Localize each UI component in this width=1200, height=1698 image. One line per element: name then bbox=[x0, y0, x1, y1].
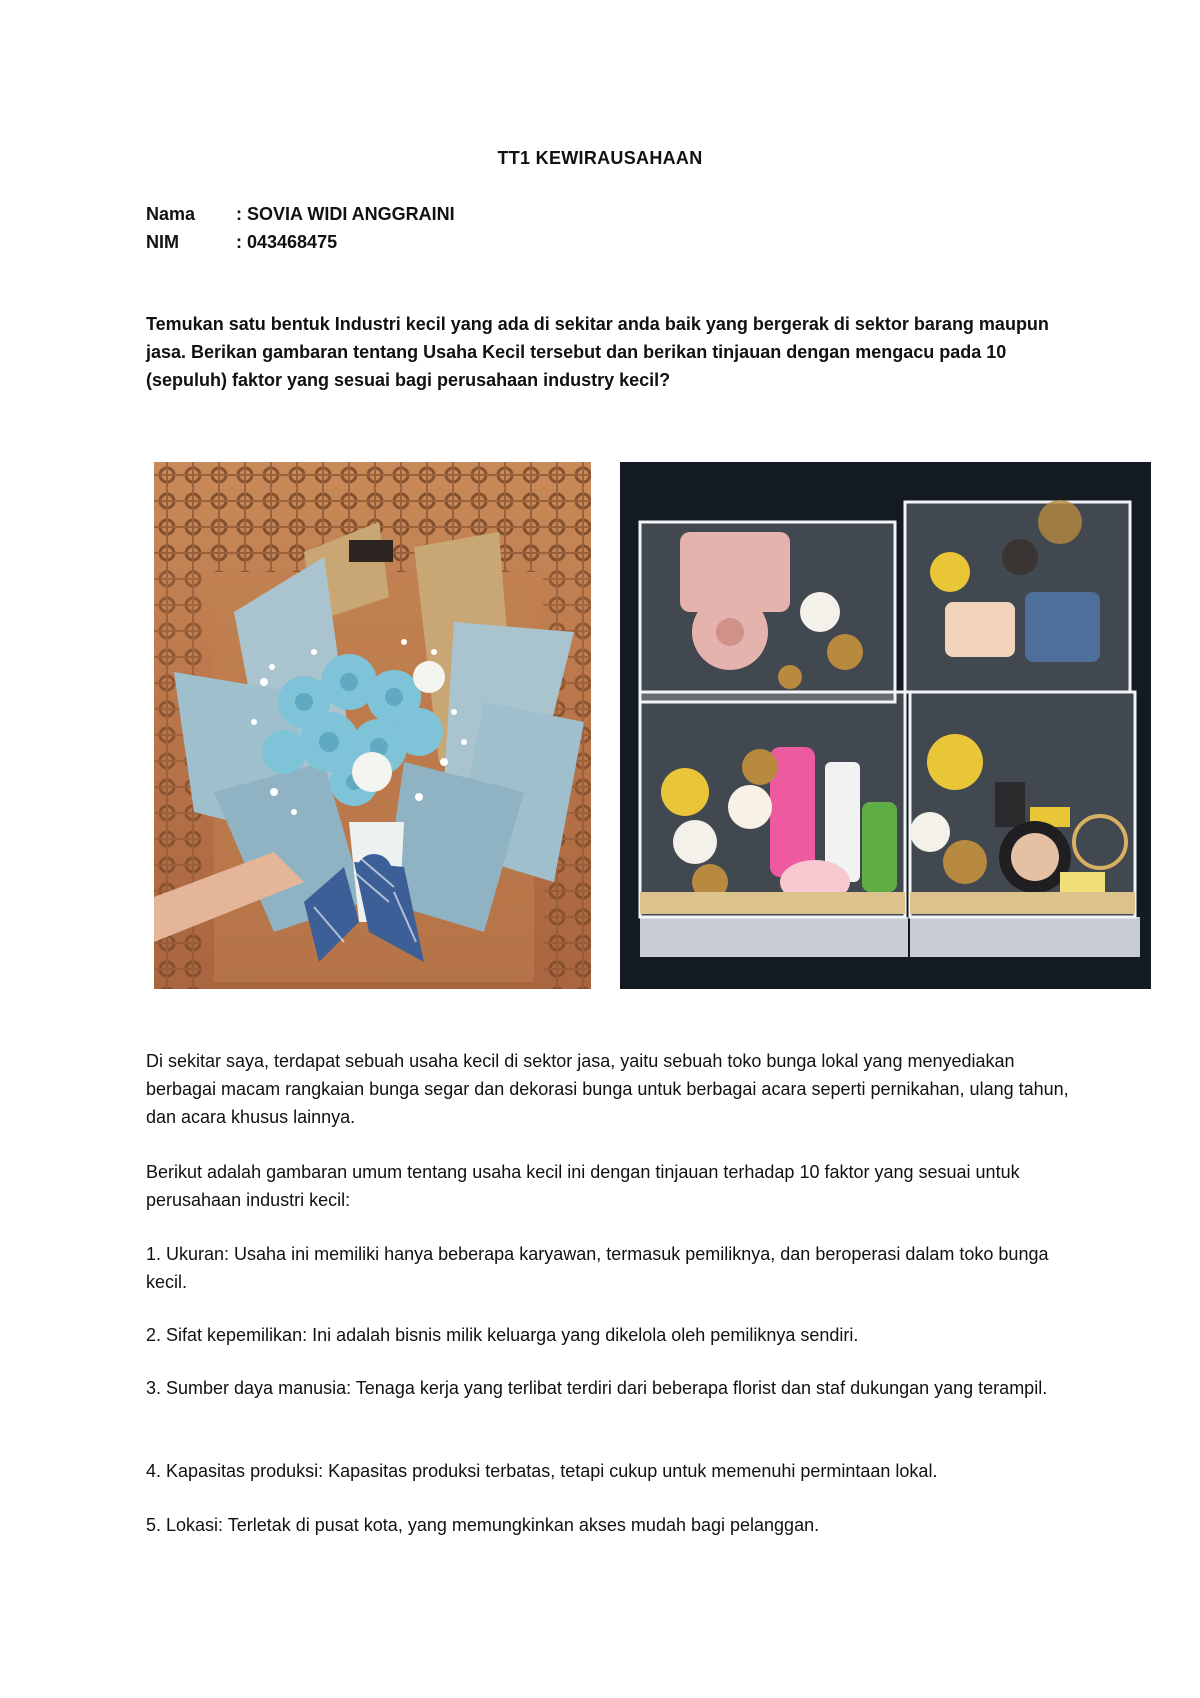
list-item-5: 5. Lokasi: Terletak di pusat kota, yang memungkinkan akses mudah bagi pelanggan. bbox=[146, 1515, 820, 1535]
name-label: Nama bbox=[146, 204, 196, 224]
nim-label: NIM bbox=[146, 232, 179, 252]
hampers-illustration bbox=[620, 462, 1151, 989]
paragraph-overview-intro: Berikut adalah gambaran umum tentang usaha kecil ini dengan tinjauan terhadap 10 faktor yang sesuai untuk perusahaan industri kecil: bbox=[146, 1162, 1020, 1210]
list-item-2: 2. Sifat kepemilikan: Ini adalah bisnis milik keluarga yang dikelola oleh pemiliknya sendiri. bbox=[146, 1325, 859, 1345]
name-value: : SOVIA WIDI ANGGRAINI bbox=[236, 204, 455, 224]
list-item-3: 3. Sumber daya manusia: Tenaga kerja yang terlibat terdiri dari beberapa florist dan staf dukungan yang terampil. bbox=[146, 1378, 1048, 1398]
student-nim-row bbox=[146, 232, 337, 253]
hampers-photo bbox=[620, 462, 1151, 989]
list-item-1: 1. Ukuran: Usaha ini memiliki hanya beberapa karyawan, termasuk pemiliknya, dan beroperasi dalam toko bunga kecil. bbox=[146, 1244, 1049, 1292]
nim-value: : 043468475 bbox=[236, 232, 338, 252]
bouquet-illustration bbox=[154, 462, 591, 989]
assignment-question: Temukan satu bentuk Industri kecil yang ada di sekitar anda baik yang bergerak di sektor barang maupun jasa. Berikan gambaran tentang Usaha Kecil tersebut dan berikan tinjauan dengan mengacu pada 10 (sepuluh) faktor yang sesuai bagi perusahaan industry kecil? bbox=[146, 314, 1049, 390]
paragraph-business-description: Di sekitar saya, terdapat sebuah usaha kecil di sektor jasa, yaitu sebuah toko bunga lokal yang menyediakan berbagai macam rangkaian bunga segar dan dekorasi bunga untuk berbagai acara seperti pernikahan, ulang tahun, dan acara khusus lainnya. bbox=[146, 1051, 1069, 1127]
bouquet-photo bbox=[154, 462, 591, 989]
document-title: TT1 KEWIRAUSAHAAN bbox=[497, 148, 703, 168]
student-name-row bbox=[146, 204, 455, 225]
list-item-4: 4. Kapasitas produksi: Kapasitas produksi terbatas, tetapi cukup untuk memenuhi permintaan lokal. bbox=[146, 1461, 938, 1481]
